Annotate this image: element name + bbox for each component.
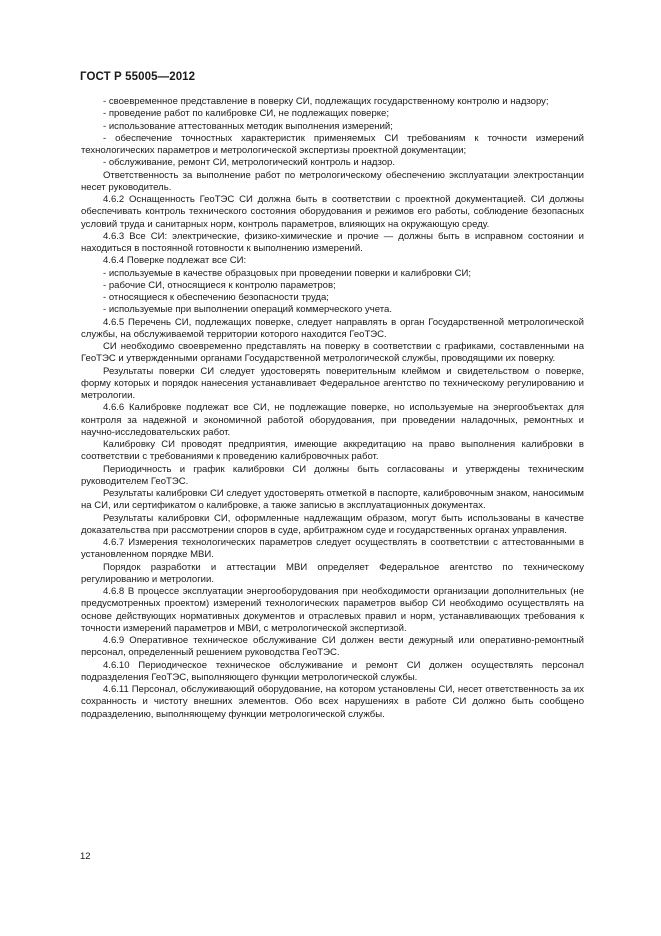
paragraph: Порядок разработки и аттестации МВИ определяет Федеральное агентство по техническому регулированию и метрологии. xyxy=(81,561,584,585)
standard-header: ГОСТ Р 55005—2012 xyxy=(80,71,196,83)
paragraph: 4.6.5 Перечень СИ, подлежащих поверке, следует направлять в орган Государственной метрологической службы, на обслуживаемой территории которого находится ГеоТЭС. xyxy=(81,316,584,340)
paragraph: 4.6.7 Измерения технологических параметров следует осуществлять в соответствии с аттестованными в установленном порядке МВИ. xyxy=(81,537,584,561)
paragraph: - используемые в качестве образцовых при проведении поверки и калибровки СИ; xyxy=(103,267,471,279)
paragraph: Периодичность и график калибровки СИ должны быть согласованы и утверждены техническим руководителем ГеоТЭС. xyxy=(81,463,584,487)
paragraph: - проведение работ по калибровке СИ, не подлежащих поверке; xyxy=(103,108,390,120)
paragraph: 4.6.4 Поверке подлежат все СИ: xyxy=(103,255,247,267)
paragraph: 4.6.8 В процессе эксплуатации энергооборудования при необходимости организации дополнительных (не предусмотренных проектом) измерений технологических параметров выбор СИ необходимо осуществлять на основе действующих нормативных документов и отраслевых правил и норм, устанавливающих требования к точности измерений параметров и МВИ, с метрологической экспертизой. xyxy=(81,586,584,634)
paragraph: - используемые при выполнении операций коммерческого учета. xyxy=(103,304,392,316)
paragraph: - своевременное представление в поверку СИ, подлежащих государственному контролю и надзору; xyxy=(103,96,549,107)
paragraph: 4.6.2 Оснащенность ГеоТЭС СИ должна быть в соответствии с проектной документацией. СИ должны обеспечивать контроль технического состояния оборудования и режимов его работы, соблюдение безопасных условий труда и санитарных норм, контроль параметров, влияющих на окружающую среду. xyxy=(81,194,584,230)
paragraph: 4.6.9 Оперативное техническое обслуживание СИ должен вести дежурный или оперативно-ремонтный персонал, определенный решением руководства ГеоТЭС. xyxy=(81,635,584,659)
paragraph: Калибровку СИ проводят предприятия, имеющие аккредитацию на право выполнения калибровки в соответствии с требованиями к проведению калибровочных работ. xyxy=(81,439,584,463)
paragraph: - обеспечение точностных характеристик применяемых СИ требованиям к точности измерений технологических параметров и метрологической экспертизы проектной документации; xyxy=(81,132,584,156)
page-number: 12 xyxy=(80,851,91,862)
paragraph: Результаты калибровки СИ, оформленные надлежащим образом, могут быть использованы в качестве доказательства при рассмотрении споров в суде, арбитражном суде и государственных органах управления. xyxy=(81,512,584,536)
paragraph: Ответственность за выполнение работ по метрологическому обеспечению эксплуатации электростанции несет руководитель. xyxy=(81,169,584,193)
paragraph: Результаты калибровки СИ следует удостоверять отметкой в паспорте, калибровочным знаком, наносимым на СИ, или сертификатом о калибровке, а также записью в эксплуатационных документах. xyxy=(81,488,584,512)
paragraph: Результаты поверки СИ следует удостоверять поверительным клеймом и свидетельством о поверке, форму которых и порядок нанесения устанавливает Федеральное агентство по техническому регулированию и метрологии. xyxy=(81,365,584,401)
paragraph: 4.6.11 Персонал, обслуживающий оборудование, на котором установлены СИ, несет ответственность за их сохранность и чистоту внешних элементов. Обо всех нарушениях в работе СИ должно быть сообщено подразделению, выполняющему функции метрологической службы. xyxy=(81,684,584,720)
paragraph: - относящиеся к обеспечению безопасности труда; xyxy=(103,292,329,303)
paragraph: 4.6.3 Все СИ: электрические, физико-химические и прочие — должны быть в исправном состоянии и находиться в постоянной готовности к выполнению измерений. xyxy=(81,230,584,254)
paragraph: - обслуживание, ремонт СИ, метрологический контроль и надзор. xyxy=(103,157,396,169)
paragraph: - использование аттестованных методик выполнения измерений; xyxy=(103,120,393,132)
body-text xyxy=(81,96,584,721)
paragraph: 4.6.6 Калибровке подлежат все СИ, не подлежащие поверке, но используемые на энергообъектах для контроля за надежной и экономичной работой оборудования, при проведении наладочных, ремонтных и научно-исследовательских работ. xyxy=(81,402,584,438)
paragraph: СИ необходимо своевременно представлять на поверку в соответствии с графиками, составленными на ГеоТЭС и утвержденными органами Государственной метрологической службы, проводящими их поверку. xyxy=(81,341,584,365)
paragraph: - рабочие СИ, относящиеся к контролю параметров; xyxy=(103,279,336,291)
paragraph: 4.6.10 Периодическое техническое обслуживание и ремонт СИ должен осуществлять персонал подразделения ГеоТЭС, выполняющего функции метрологической службы. xyxy=(81,659,584,683)
